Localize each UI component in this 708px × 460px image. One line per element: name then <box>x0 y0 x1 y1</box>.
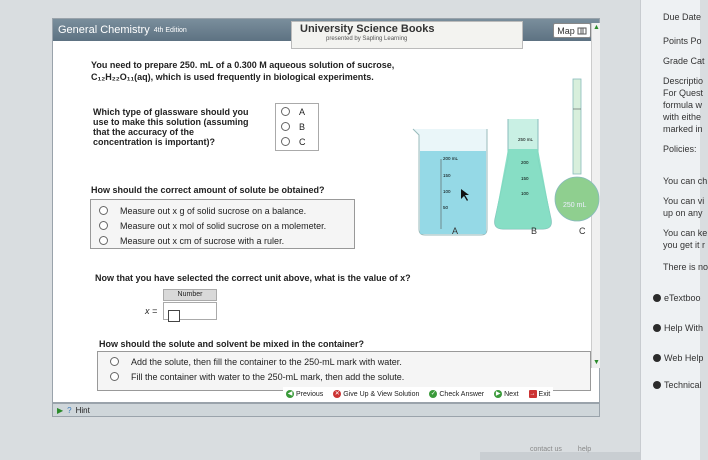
check-icon: ✓ <box>430 391 436 397</box>
beaker-a <box>413 129 487 235</box>
check-answer-button[interactable] <box>429 390 484 398</box>
radio-icon[interactable] <box>281 107 290 116</box>
cylinder-mark: 200 <box>521 160 529 165</box>
beaker-mark: 200 mL <box>443 156 459 161</box>
option-label: Measure out x mol of solid sucrose on a molemeter. <box>120 220 327 231</box>
volumetric-flask-c <box>555 79 599 221</box>
beaker-mark: 100 <box>443 189 451 194</box>
scroll-up-icon[interactable]: ▲ <box>593 24 600 31</box>
option-label: A <box>299 106 306 117</box>
give-up-icon: ✕ <box>334 391 340 397</box>
intro-line: You need to prepare 250. mL of a 0.300 M aqueous solution of sucrose, <box>91 60 395 70</box>
option-label: Fill the container with water to the 250-mL mark, then add the solute. <box>131 371 405 382</box>
glassware-option-c[interactable] <box>276 134 318 149</box>
option-label: Measure out x g of solid sucrose on a balance. <box>120 205 307 216</box>
sidebar-text: marked in <box>663 124 703 134</box>
solute-option[interactable] <box>91 233 354 248</box>
next-button[interactable] <box>494 390 518 398</box>
arrow-right-icon: ▶ <box>495 391 501 397</box>
technical-button[interactable] <box>653 380 702 390</box>
sidebar-text: You can vi <box>663 196 705 206</box>
problem-intro <box>91 59 421 83</box>
mixing-option[interactable] <box>98 369 590 384</box>
exit-label: Exit <box>538 390 551 398</box>
arrow-left-icon: ◀ <box>287 391 293 397</box>
option-label: Measure out x cm of sucrose with a ruler. <box>120 235 285 246</box>
option-label: Add the solute, then fill the container to the 250-mL mark with water. <box>131 356 402 367</box>
publisher-title: University Science Books <box>300 23 435 35</box>
bullet-icon <box>653 354 661 362</box>
web-help-label: Web Help <box>664 353 704 363</box>
previous-button[interactable] <box>286 390 323 398</box>
window-title: General Chemistry <box>58 24 150 36</box>
sidebar-text: You can ch <box>663 176 708 186</box>
cylinder-mark: 250 mL <box>518 137 534 142</box>
x-value-question: Now that you have selected the correct unit above, what is the value of x? <box>95 273 411 283</box>
sidebar-text: Due Date <box>663 12 702 22</box>
help-with-button[interactable] <box>653 323 703 333</box>
solute-options <box>90 199 355 249</box>
edition-label: 4th Edition <box>153 26 187 34</box>
figure-label-b: B <box>531 226 538 236</box>
publisher-banner <box>291 21 523 49</box>
sidebar-text: There is no <box>663 262 708 272</box>
sidebar-text: Policies: <box>663 144 697 154</box>
contact-link[interactable]: contact us <box>530 446 562 453</box>
option-label: C <box>299 136 306 147</box>
bullet-icon <box>653 324 661 332</box>
help-link[interactable]: help <box>577 446 592 453</box>
cylinder-mark: 100 <box>521 191 529 196</box>
check-label: Check Answer <box>439 390 485 398</box>
give-up-label: Give Up & View Solution <box>343 390 420 398</box>
bullet-icon <box>653 381 661 389</box>
help-with-label: Help With <box>664 323 704 333</box>
radio-icon[interactable] <box>110 372 119 381</box>
radio-icon[interactable] <box>281 122 290 131</box>
mixing-options <box>97 351 591 391</box>
glassware-figure <box>413 79 593 239</box>
next-label: Next <box>504 390 519 398</box>
sidebar-text: You can ke <box>663 228 708 238</box>
flask-mark: 250 mL <box>563 202 587 209</box>
etextbook-label: eTextboo <box>664 293 701 303</box>
x-value-input[interactable] <box>168 310 180 322</box>
sidebar-text: Points Po <box>663 36 702 46</box>
cylinder-mark: 150 <box>521 176 529 181</box>
give-up-button[interactable] <box>333 390 419 398</box>
map-button[interactable] <box>553 23 591 38</box>
hint-label: Hint <box>75 405 90 415</box>
footer-bar <box>480 452 640 460</box>
mixing-option[interactable] <box>98 354 590 369</box>
exit-button[interactable] <box>529 390 551 398</box>
radio-icon[interactable] <box>99 221 108 230</box>
beaker-mark: 150 <box>443 173 451 178</box>
publisher-subtitle: presented by Sapling Learning <box>326 36 408 42</box>
option-label: B <box>299 121 306 132</box>
glassware-option-b[interactable] <box>276 119 318 134</box>
x-input-wrapper <box>163 302 217 320</box>
radio-icon[interactable] <box>110 357 119 366</box>
figure-label-c: C <box>579 226 586 236</box>
mixing-question: How should the solute and solvent be mixed in the container? <box>99 339 365 349</box>
solute-option[interactable] <box>91 218 354 233</box>
hint-icon: ? <box>67 405 72 415</box>
radio-icon[interactable] <box>281 137 290 146</box>
exit-icon: → <box>529 391 536 397</box>
previous-label: Previous <box>296 390 324 398</box>
radio-icon[interactable] <box>99 206 108 215</box>
etextbook-button[interactable] <box>653 293 701 303</box>
sidebar-text: For Quest <box>663 88 704 98</box>
beaker-mark: 50 <box>443 205 449 210</box>
x-variable-label: x = <box>145 306 158 316</box>
technical-label: Technical <box>664 380 702 390</box>
glassware-option-a[interactable] <box>276 104 318 119</box>
footer-links <box>530 446 591 453</box>
problem-nav-bar <box>283 387 553 401</box>
scroll-down-icon[interactable]: ▼ <box>593 359 600 366</box>
sidebar-text: formula w <box>663 100 703 110</box>
sidebar-text: with eithe <box>663 112 702 122</box>
number-label: Number <box>163 289 217 301</box>
sidebar-text: you get it r <box>663 240 706 250</box>
glassware-question: Which type of glassware should you use to make this solution (assuming that the accuracy of the concentration is important)? <box>93 107 249 147</box>
hint-bar[interactable] <box>52 403 600 417</box>
map-icon <box>577 26 587 36</box>
problem-window <box>52 18 600 403</box>
sidebar-text: Grade Cat <box>663 56 705 66</box>
sidebar-text: up on any <box>663 208 703 218</box>
assignment-sidebar <box>640 0 708 460</box>
solute-question: How should the correct amount of solute be obtained? <box>91 185 325 195</box>
glassware-options <box>275 103 319 151</box>
cylinder-b <box>495 119 552 229</box>
map-label: Map <box>557 25 575 36</box>
web-help-button[interactable] <box>653 353 703 363</box>
bullet-icon <box>653 294 661 302</box>
intro-line: C₁₂H₂₂O₁₁(aq), which is used frequently in biological experiments. <box>91 72 374 82</box>
radio-icon[interactable] <box>99 236 108 245</box>
sidebar-text: Descriptio <box>663 76 704 86</box>
expand-arrow-icon: ▶ <box>57 405 64 415</box>
solute-option[interactable] <box>91 203 354 218</box>
figure-label-a: A <box>452 226 459 236</box>
